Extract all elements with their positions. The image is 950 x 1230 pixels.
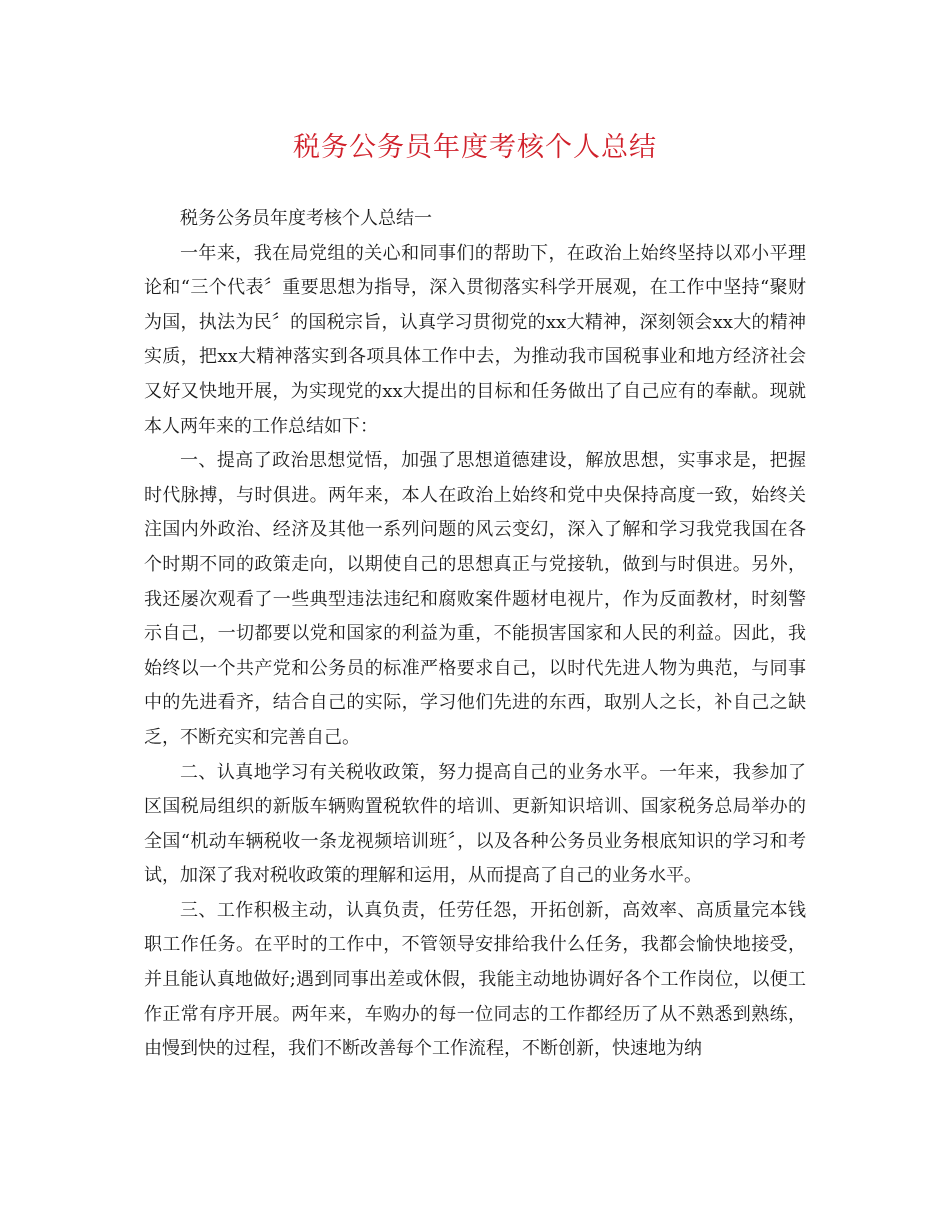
paragraph-work: 三、工作积极主动，认真负责，任劳任怨，开拓创新，高效率、高质量完本钱职工作任务。在平时的工作中，不管领导安排给我什么任务，我都会愉快地接受，并且能认真地做好;遇到同事出差或休假，我能主动地协调好各个工作岗位，以便工作正常有序开展。两年来，车购办的每一位同志的工作都经历了从不熟悉到熟练，由慢到快的过程，我们不断改善每个工作流程，不断创新，快速地为纳 — [144, 899, 806, 1060]
paragraph-political: 一、提高了政治思想觉悟，加强了思想道德建设，解放思想，实事求是，把握时代脉搏，与时俱进。两年来，本人在政治上始终和党中央保持高度一致，始终关注国内外政治、经济及其他一系列问题的风云变幻，深入了解和学习我党我国在各个时期不同的政策走向，以期使自己的思想真正与党接轨，做到与时俱进。另外，我还屡次观看了一些典型违法违纪和腐败案件题材电视片，作为反面教材，时刻警示自己，一切都要以党和国家的利益为重，不能损害国家和人民的利益。因此，我始终以一个共产党和公务员的标准严格要求自己，以时代先进人物为典范，与同事中的先进看齐，结合自己的实际，学习他们先进的东西，取别人之长，补自己之缺乏，不断充实和完善自己。 — [144, 450, 806, 748]
paragraph-study: 二、认真地学习有关税收政策，努力提高自己的业务水平。一年来，我参加了区国税局组织的新版车辆购置税软件的培训、更新知识培训、国家税务总局举办的全国“机动车辆税收一条龙视频培训班〞，以及各种公务员业务根底知识的学习和考试，加深了我对税收政策的理解和运用，从而提高了自己的业务水平。 — [144, 761, 806, 887]
document-title: 税务公务员年度考核个人总结 — [293, 132, 657, 163]
section-subheading: 税务公务员年度考核个人总结一 — [180, 208, 432, 229]
document-body — [144, 202, 806, 1067]
paragraph-intro: 一年来，我在局党组的关心和同事们的帮助下，在政治上始终坚持以邓小平理论和“三个代表〞重要思想为指导，深入贯彻落实科学开展观，在工作中坚持“聚财为国，执法为民〞的国税宗旨，认真学习贯彻党的xx大精神，深刻领会xx大的精神实质，把xx大精神落实到各项具体工作中去，为推动我市国税事业和地方经济社会又好又快地开展，为实现党的xx大提出的目标和任务做出了自己应有的奉献。现就本人两年来的工作总结如下： — [144, 242, 806, 437]
